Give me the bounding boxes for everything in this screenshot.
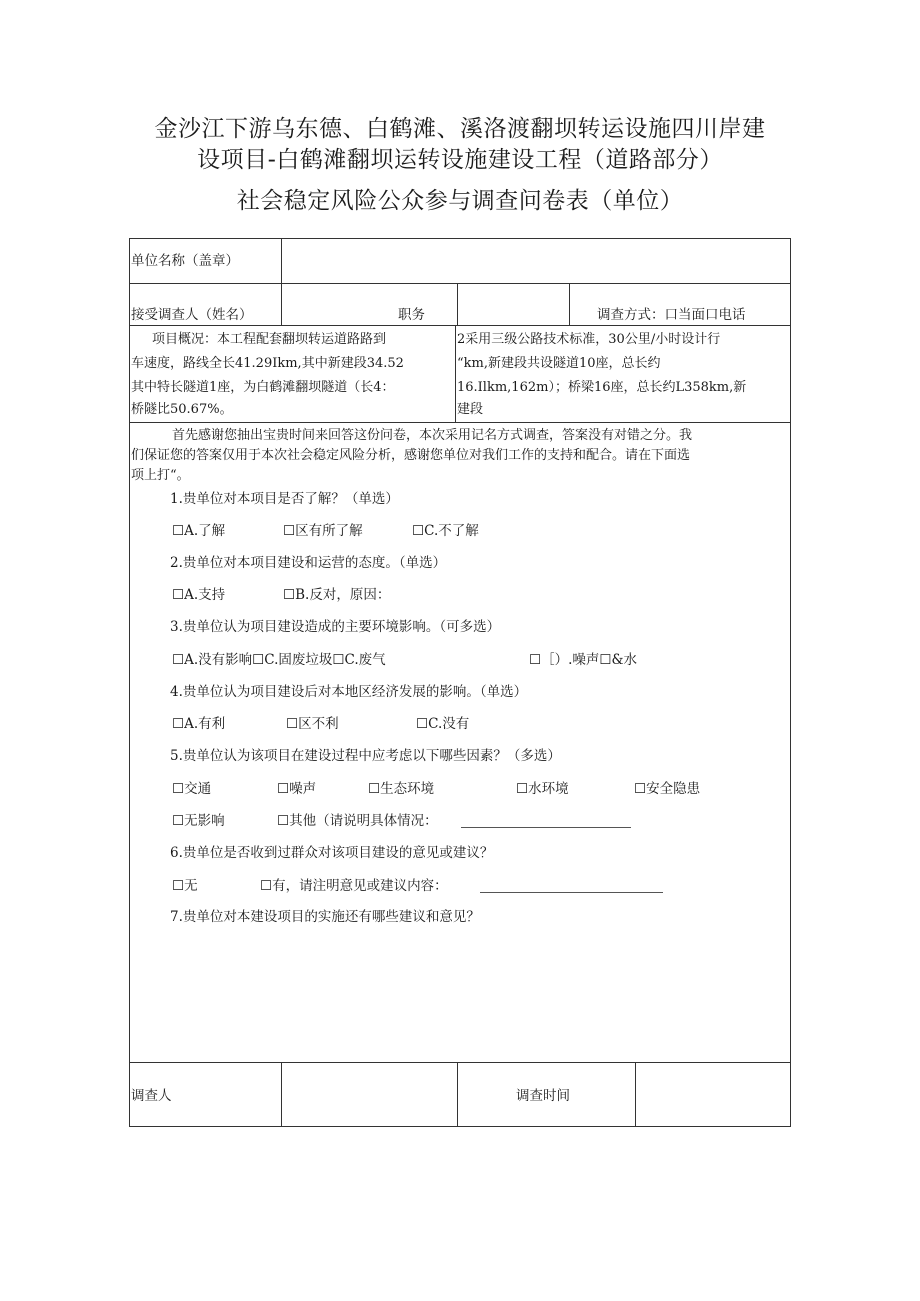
- overview-right-line: 2采用三级公路技术标准，30公里/小时设计行: [457, 332, 721, 347]
- col-divider: [281, 238, 282, 325]
- unit-name-field[interactable]: [283, 241, 788, 281]
- position-label: 职务: [398, 307, 425, 323]
- row-divider: [129, 422, 791, 423]
- unit-name-label: 单位名称（盖章）: [131, 253, 239, 269]
- q7-answer-area[interactable]: [133, 932, 787, 1058]
- q1-option-b[interactable]: ☐区有所了解: [283, 523, 363, 539]
- question-1: 1.贵单位对本项目是否了解？（单选）: [170, 491, 399, 507]
- surveyor-field[interactable]: [283, 1065, 455, 1125]
- col-divider: [635, 1062, 636, 1127]
- q5-option-noise[interactable]: ☐噪声: [277, 781, 317, 797]
- col-divider: [281, 1062, 282, 1127]
- q5-option-none[interactable]: ☐无影响: [172, 813, 225, 829]
- q5-other-input[interactable]: [461, 813, 631, 828]
- survey-method[interactable]: 调查方式：口当面口电话: [597, 307, 746, 323]
- overview-right-line: 建段: [457, 402, 484, 417]
- q5-option-traffic[interactable]: ☐交通: [172, 781, 212, 797]
- q5-option-water[interactable]: ☐水环境: [516, 781, 569, 797]
- q4-option-a[interactable]: ☐A.有利: [172, 716, 226, 732]
- q4-option-c[interactable]: ☐C.没有: [416, 716, 470, 732]
- q5-option-other[interactable]: ☐其他（请说明具体情况：: [277, 813, 438, 829]
- respondent-name-field[interactable]: [283, 286, 383, 323]
- surveyor-label: 调查人: [131, 1088, 172, 1104]
- question-2: 2.贵单位对本项目建设和运营的态度。（单选）: [170, 555, 447, 571]
- overview-left-line: 桥隧比50.67%。: [131, 402, 233, 417]
- q6-option-yes[interactable]: ☐有，请注明意见或建议内容：: [260, 878, 448, 894]
- question-7: 7.贵单位对本建设项目的实施还有哪些建议和意见？: [170, 909, 480, 925]
- q5-option-ecology[interactable]: ☐生态环境: [368, 781, 435, 797]
- row-divider: [129, 1062, 791, 1063]
- doc-title-line1: 金沙江下游乌东德、白鹤滩、溪洛渡翻坝转运设施四川岸建: [154, 116, 766, 142]
- col-divider: [455, 325, 456, 422]
- doc-title-line2: 设项目-白鹤滩翻坝运转设施建设工程（道路部分）: [197, 147, 723, 173]
- overview-left-line: 车速度，路线全长41.29Ikm,其中新建段34.52: [131, 356, 404, 371]
- survey-time-label: 调查时间: [516, 1088, 570, 1104]
- col-divider: [457, 1062, 458, 1127]
- q3-options-left[interactable]: ☐A.没有影响☐C.固废垃圾☐C.废气: [172, 652, 386, 668]
- q2-option-b[interactable]: ☐B.反对，原因：: [283, 587, 391, 603]
- overview-left-line: 其中特长隧道1座，为白鹤滩翻坝隧道（长4：: [131, 380, 395, 395]
- respondent-label: 接受调查人（姓名）: [131, 307, 253, 323]
- intro-line: 首先感谢您抽出宝贵时间来回答这份问卷，本次采用记名方式调查，答案没有对错之分。我: [172, 428, 693, 443]
- q4-option-b[interactable]: ☐区不利: [286, 716, 339, 732]
- question-5: 5.贵单位认为该项目在建设过程中应考虑以下哪些因素？（多选）: [170, 748, 561, 764]
- survey-time-field[interactable]: [637, 1065, 788, 1125]
- q2-option-a[interactable]: ☐A.支持: [172, 587, 226, 603]
- intro-line: 们保证您的答案仅用于本次社会稳定风险分析，感谢您单位对我们工作的支持和配合。请在下面选: [131, 448, 691, 463]
- doc-title-line3: 社会稳定风险公众参与调查问卷表（单位）: [236, 188, 684, 214]
- overview-left-line: 项目概况：本工程配套翻坝转运道路路到: [152, 332, 387, 347]
- question-3: 3.贵单位认为项目建设造成的主要环境影响。（可多选）: [170, 619, 501, 635]
- row-divider: [129, 283, 791, 284]
- overview-right-line: “km,新建段共设隧道10座，总长约: [457, 356, 661, 371]
- col-divider: [569, 283, 570, 325]
- position-field[interactable]: [459, 286, 567, 323]
- overview-right-line: 16.Ilkm,162m）；桥梁16座，总长约L358km,新: [457, 380, 747, 395]
- q1-option-c[interactable]: ☐C.不了解: [412, 523, 479, 539]
- col-divider: [457, 283, 458, 325]
- q6-details-input[interactable]: [480, 878, 663, 893]
- question-4: 4.贵单位认为项目建设后对本地区经济发展的影响。（单选）: [170, 684, 528, 700]
- question-6: 6.贵单位是否收到过群众对该项目建设的意见或建议？: [170, 845, 494, 861]
- q3-options-right[interactable]: ☐［）.噪声☐&水: [529, 652, 638, 668]
- row-divider: [129, 325, 791, 326]
- q5-option-safety[interactable]: ☐安全隐患: [634, 781, 701, 797]
- intro-line: 项上打“。: [131, 468, 190, 483]
- q1-option-a[interactable]: ☐A.了解: [172, 523, 226, 539]
- q6-option-none[interactable]: ☐无: [172, 878, 198, 894]
